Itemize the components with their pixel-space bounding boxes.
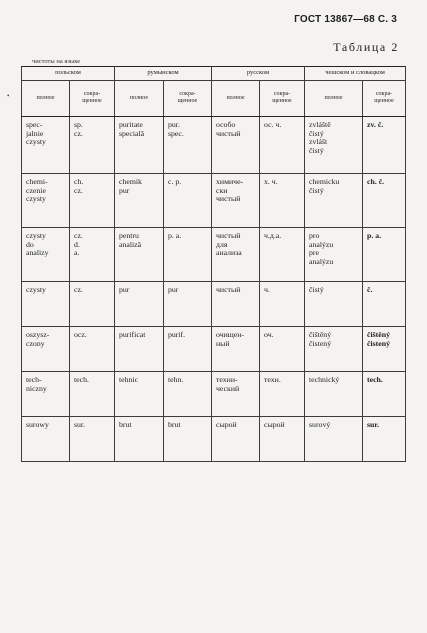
subheader-abbrev [70, 80, 115, 116]
table-cell [305, 116, 363, 173]
cell-line: czysty [26, 137, 46, 147]
table-cell [305, 281, 363, 326]
cell-line: surowy [26, 419, 49, 429]
table-cell [22, 371, 70, 416]
table-cell [164, 416, 212, 461]
cell-line: czysty [26, 284, 46, 294]
table-cell [212, 173, 260, 227]
cell-line: полное [324, 94, 343, 101]
table-cell [212, 116, 260, 173]
cell-line: х. ч. [264, 176, 278, 186]
cell-line: analizǎ [119, 239, 142, 249]
table-cell [260, 173, 305, 227]
cell-line: pur [119, 185, 130, 195]
table-cell [164, 281, 212, 326]
subheader-full [305, 80, 363, 116]
subheader-full [22, 80, 70, 116]
cell-line: сокра- [273, 91, 291, 98]
cell-line: chemicku [309, 176, 340, 186]
cell-line: analýzu [309, 239, 334, 249]
cell-line: analizy [26, 248, 49, 258]
table-cell [164, 173, 212, 227]
table-cell [115, 326, 164, 371]
cell-line: čistený [367, 338, 390, 348]
table-cell [22, 326, 70, 371]
table-cell [22, 173, 70, 227]
table-cell [260, 227, 305, 281]
table-cell [260, 116, 305, 173]
table-cell [115, 173, 164, 227]
cell-line: spec. [168, 128, 184, 138]
cell-line: do [26, 239, 34, 249]
table-cell [305, 326, 363, 371]
cell-line: сокра- [375, 91, 393, 98]
cell-line: p. a. [367, 230, 382, 240]
table-cell [164, 326, 212, 371]
cell-line: сырой [216, 419, 237, 429]
table-row [22, 281, 406, 326]
table-cell [70, 371, 115, 416]
table-row [22, 116, 406, 173]
cell-line: полное [226, 94, 245, 101]
cell-line: sp. [74, 119, 83, 129]
table-cell [70, 116, 115, 173]
cell-line: jalnie [26, 128, 44, 138]
cell-line: щенное [272, 98, 292, 105]
cell-line: сырой [264, 419, 285, 429]
margin-mark: • [7, 92, 10, 100]
table-cell [363, 416, 406, 461]
table-cell [164, 116, 212, 173]
cell-line: puritate [119, 119, 143, 129]
language-header-row [22, 67, 406, 81]
cell-line: pur [168, 284, 179, 294]
table-cell [212, 416, 260, 461]
lang-russian: русском [212, 67, 305, 81]
table-cell [164, 371, 212, 416]
cell-line: техни- [216, 374, 238, 384]
cell-line: purificat [119, 329, 146, 339]
subheader-row [22, 80, 406, 116]
table-title: Таблица 2 [333, 40, 399, 54]
cell-line: особо [216, 119, 236, 129]
table-cell [260, 371, 305, 416]
cell-line: niczny [26, 383, 47, 393]
cell-line: cz. [74, 284, 83, 294]
subheader-full [212, 80, 260, 116]
cell-line: čistý [309, 284, 324, 294]
cell-line: čistý [309, 185, 324, 195]
cell-line: анализа [216, 248, 242, 258]
cell-line: analýzu [309, 257, 334, 267]
cell-line: czysty [26, 230, 46, 240]
cell-line: spec- [26, 119, 43, 129]
cell-line: czysty [26, 194, 46, 204]
table-row [22, 326, 406, 371]
subheader-abbrev [363, 80, 406, 116]
cell-line: химиче- [216, 176, 244, 186]
table-cell [260, 416, 305, 461]
cell-line: tehn. [168, 374, 184, 384]
table-cell [70, 173, 115, 227]
cell-line: zvláště [309, 119, 331, 129]
cell-line: cz. [74, 128, 83, 138]
lang-romanian: румынском [115, 67, 212, 81]
cell-line: для [216, 239, 228, 249]
cell-line: чистый [216, 128, 241, 138]
table-cell [115, 371, 164, 416]
table-cell [363, 116, 406, 173]
table-caption: чистоты на языке [32, 58, 81, 65]
cell-line: brut [119, 419, 132, 429]
table-row [22, 173, 406, 227]
cell-line: specialǎ [119, 128, 145, 138]
table-cell [70, 416, 115, 461]
cell-line: чистый [216, 230, 241, 240]
cell-line: ос. ч. [264, 119, 282, 129]
cell-line: chemi- [26, 176, 48, 186]
table-cell [305, 416, 363, 461]
cell-line: oszysz- [26, 329, 50, 339]
cell-line: чистый [216, 284, 241, 294]
cell-line: cz. [74, 230, 83, 240]
cell-line: sur. [74, 419, 86, 429]
table-cell [22, 116, 70, 173]
table-cell [363, 227, 406, 281]
cell-line: d. [74, 239, 80, 249]
cell-line: čištěný [367, 329, 390, 339]
table-cell [363, 326, 406, 371]
cell-line: c. p. [168, 176, 182, 186]
table-row [22, 416, 406, 461]
cell-line: сокра- [83, 91, 101, 98]
cell-line: tehnic [119, 374, 139, 384]
cell-line: pur [119, 284, 130, 294]
cell-line: tech- [26, 374, 42, 384]
table-row [22, 371, 406, 416]
cell-line: p. a. [168, 230, 182, 240]
cell-line: ски [216, 185, 228, 195]
table-cell [22, 227, 70, 281]
cell-line: ч. [264, 284, 270, 294]
cell-line: čištěný [309, 329, 332, 339]
table-cell [22, 281, 70, 326]
cell-line: чистый [216, 194, 241, 204]
cell-line: ный [216, 338, 230, 348]
page-header: ГОСТ 13867—68 С. 3 [294, 14, 397, 25]
cell-line: ocz. [74, 329, 87, 339]
cell-line: sur. [367, 419, 380, 429]
lang-czech-slovak: чешском и словацком [305, 67, 406, 81]
cell-line: zvlášt [309, 137, 328, 147]
cell-line: pur. [168, 119, 180, 129]
cell-line: сокра- [179, 91, 196, 98]
cell-line: ческий [216, 383, 240, 393]
cell-line: brut [168, 419, 181, 429]
table-cell [212, 326, 260, 371]
cell-line: щенное [82, 98, 102, 105]
cell-line: czenie [26, 185, 46, 195]
cell-line: surový [309, 419, 331, 429]
cell-line: очищен- [216, 329, 245, 339]
subheader-abbrev [260, 80, 305, 116]
cell-line: č. [367, 284, 373, 294]
table-cell [305, 173, 363, 227]
cell-line: ч.д.а. [264, 230, 282, 240]
table-row [22, 227, 406, 281]
cell-line: щенное [177, 98, 198, 105]
table-cell [260, 281, 305, 326]
cell-line: a. [74, 248, 80, 258]
cell-line: technický [309, 374, 340, 384]
cell-line: ch. [74, 176, 84, 186]
cell-line: zv. č. [367, 119, 384, 129]
cell-line: chemik [119, 176, 142, 186]
cell-line: czony [26, 338, 45, 348]
cell-line: čistý [309, 128, 324, 138]
table-cell [212, 281, 260, 326]
table-cell [70, 326, 115, 371]
table-cell [164, 227, 212, 281]
table-cell [305, 227, 363, 281]
table-cell [115, 116, 164, 173]
subheader-full [115, 80, 164, 116]
cell-line: pro [309, 230, 320, 240]
cell-line: tech. [74, 374, 89, 384]
table-cell [363, 371, 406, 416]
cell-line: полное [36, 94, 55, 101]
cell-line: оч. [264, 329, 274, 339]
cell-line: техн. [264, 374, 281, 384]
table-cell [70, 281, 115, 326]
table-cell [115, 416, 164, 461]
table-cell [363, 281, 406, 326]
cell-line: čistený [309, 338, 332, 348]
cell-line: cz. [74, 185, 83, 195]
cell-line: čistý [309, 146, 324, 156]
table-cell [115, 227, 164, 281]
terminology-table [21, 66, 406, 462]
cell-line: tech. [367, 374, 383, 384]
cell-line: щенное [374, 98, 394, 105]
cell-line: purif. [168, 329, 186, 339]
cell-line: ch. č. [367, 176, 385, 186]
cell-line: pre [309, 248, 319, 258]
table-cell [22, 416, 70, 461]
table-cell [305, 371, 363, 416]
lang-polish: польском [22, 67, 115, 81]
subheader-abbrev [164, 80, 212, 116]
table-cell [212, 227, 260, 281]
cell-line: полное [129, 94, 149, 101]
table-cell [70, 227, 115, 281]
table-cell [115, 281, 164, 326]
table-cell [260, 326, 305, 371]
table-cell [363, 173, 406, 227]
cell-line: pentru [119, 230, 139, 240]
table-cell [212, 371, 260, 416]
